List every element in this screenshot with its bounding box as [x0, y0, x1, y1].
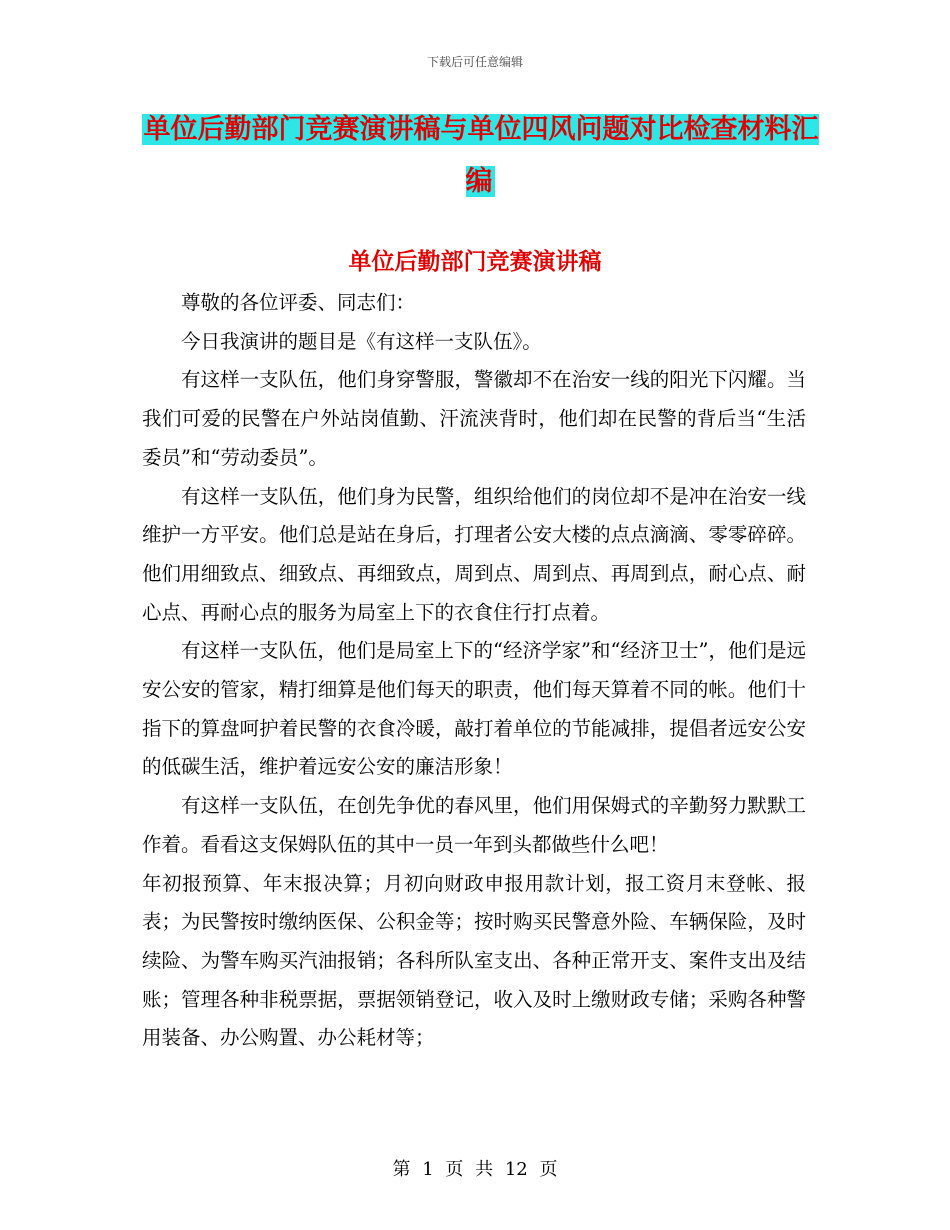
paragraph-continuation: 年初报预算、年末报决算；月初向财政申报用款计划，报工资月末登帐、报表；为民警按时缴纳医保、公积金等；按时购买民警意外险、车辆保险，及时续险、为警车购买汽油报销；各科所队室支出、各种正常开支、案件支出及结账；管理各种非税票据，票据领销登记，收入及时上缴财政专储；采购各种警用装备、办公购置、办公耗材等；: [142, 871, 806, 1050]
section-title: 单位后勤部门竞赛演讲稿: [348, 248, 602, 275]
paragraph: 有这样一支队伍，他们身穿警服，警徽却不在治安一线的阳光下闪耀。当我们可爱的民警在户外站岗值勤、汗流浃背时，他们却在民警的背后当“生活委员”和“劳动委员”。: [142, 368, 806, 469]
paragraph: 有这样一支队伍，在创先争优的春风里，他们用保姆式的辛勤努力默默工作着。看看这支保姆队伍的其中一员一年到头都做些什么吧！: [142, 794, 806, 856]
page-footer: 第 1 页 共 12 页: [392, 1159, 558, 1180]
paragraph-salutation: 尊敬的各位评委、同志们：: [181, 291, 416, 314]
paragraph: 今日我演讲的题目是《有这样一支队伍》。: [181, 329, 542, 353]
header-note: 下载后可任意编辑: [426, 55, 523, 69]
paragraph: 有这样一支队伍，他们是局室上下的“经济学家”和“经济卫士”，他们是远安公安的管家，精打细算是他们每天的职责，他们每天算着不同的帐。他们十指下的算盘呵护着民警的衣食冷暖，敲打着单位的节能减排，提倡者远安公安的低碳生活，维护着远安公安的廉洁形象！: [142, 639, 806, 779]
document-body: [142, 284, 806, 1058]
paragraph: 有这样一支队伍，他们身为民警，组织给他们的岗位却不是冲在治安一线维护一方平安。他们总是站在身后，打理者公安大楼的点点滴滴、零零碎碎。他们用细致点、细致点、再细致点，周到点、周到点、再周到点，耐心点、耐心点、再耐心点的服务为局室上下的衣食住行打点着。: [142, 484, 806, 624]
document-title: [140, 104, 820, 208]
document-title-text: 单位后勤部门竞赛演讲稿与单位四风问题对比检查材料汇编: [143, 114, 819, 197]
